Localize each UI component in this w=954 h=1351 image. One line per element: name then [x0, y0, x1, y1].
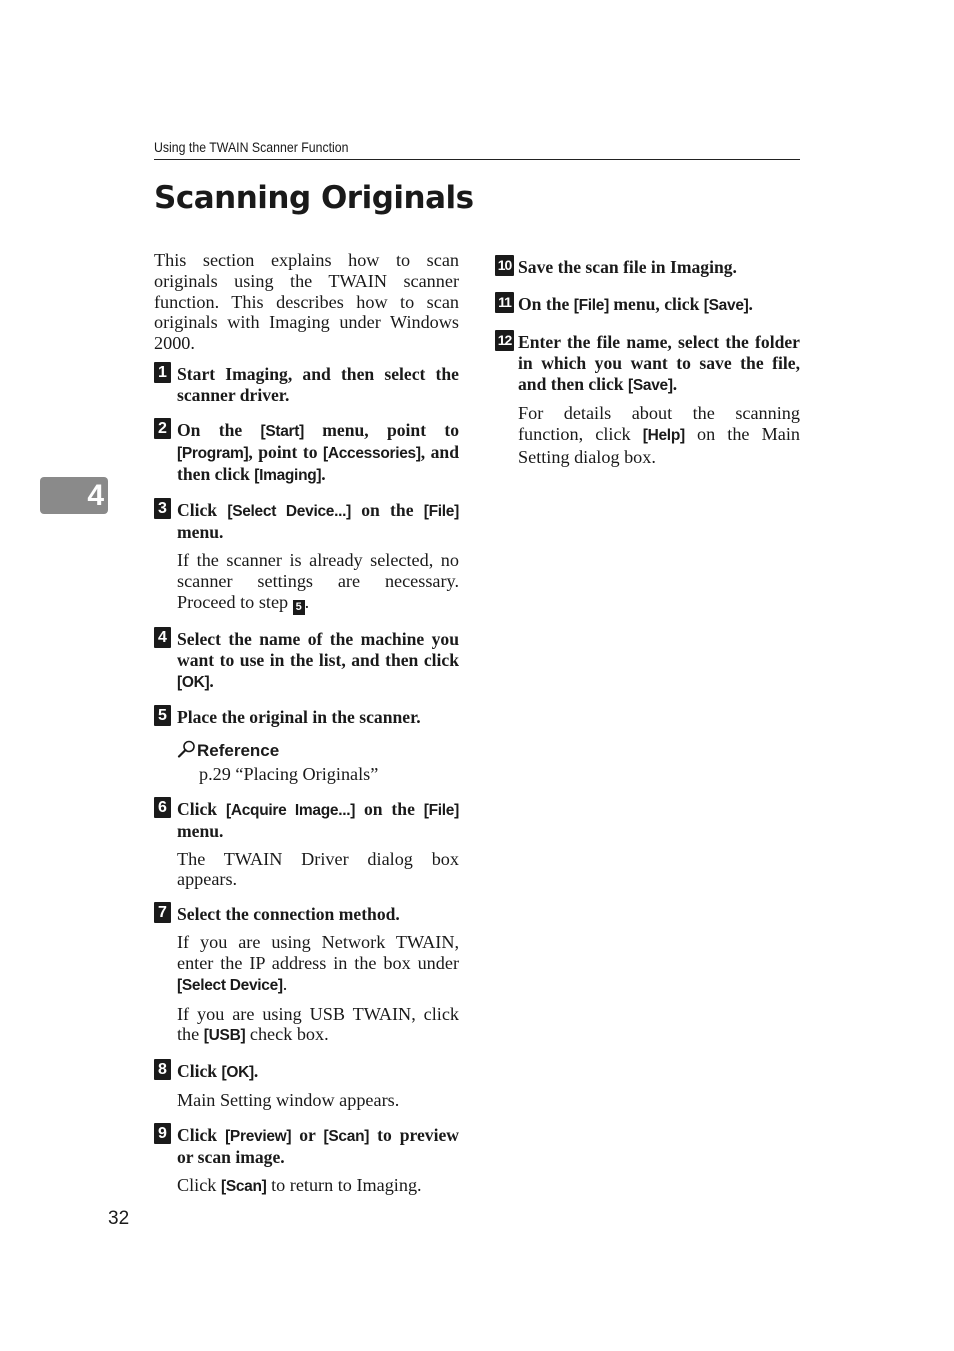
ui-label: [Help] [642, 426, 685, 444]
step-instruction: Click [Select Device...] on the [File] menu. [177, 499, 459, 542]
ui-label: [File] [573, 297, 609, 314]
ui-label: [Scan] [323, 1127, 370, 1145]
step-3 [154, 500, 459, 615]
step-number: 6 [154, 797, 171, 818]
step-note: If you are using USB TWAIN, click the [USB] check box. [177, 1003, 459, 1045]
reference-heading [177, 740, 459, 761]
step-4 [154, 629, 459, 693]
ui-label: [File] [423, 801, 459, 819]
step-instruction: Enter the file name, select the folder in which you want to save the file, and then click [Save]. [518, 332, 800, 394]
step-instruction: Click [Acquire Image...] on the [File] menu. [177, 798, 459, 841]
step-instruction: Save the scan file in Imaging. [518, 257, 737, 277]
step-9 [154, 1125, 459, 1198]
step-note: Click [Scan] to return to Imaging. [177, 1174, 422, 1195]
step-number: 11 [495, 292, 514, 313]
step-7 [154, 904, 459, 1047]
step-number: 8 [154, 1059, 171, 1080]
step-note: For details about the scanning function, click [Help] on the Main Setting dialog box. [518, 403, 800, 467]
reference-label: Reference [197, 740, 280, 760]
chapter-tab-number: 4 [87, 479, 104, 512]
reference-link[interactable]: p.29 “Placing Originals” [199, 763, 379, 784]
step-number: 1 [154, 362, 171, 383]
step-instruction: Click [OK]. [177, 1061, 259, 1082]
ui-label: [Save] [703, 297, 749, 314]
step-instruction: Select the name of the machine you want to use in the list, and then click [OK]. [177, 628, 459, 691]
right-column [495, 257, 800, 481]
step-6 [154, 799, 459, 891]
ui-label: [OK] [177, 673, 210, 691]
ui-label: [Program] [177, 444, 249, 462]
step-1 [154, 364, 459, 406]
ui-label: [Preview] [225, 1127, 292, 1145]
step-note: If you are using Network TWAIN, enter the IP address in the box under [Select Device]. [177, 932, 459, 994]
chapter-tab [40, 477, 108, 514]
ui-label: [Save] [627, 377, 673, 394]
running-header-text: Using the TWAIN Scanner Function [154, 139, 349, 155]
step-number: 9 [154, 1123, 171, 1144]
step-number: 4 [154, 627, 171, 648]
ui-label: [Select Device...] [227, 502, 351, 520]
step-8 [154, 1061, 459, 1111]
running-header [154, 139, 800, 160]
step-note: If the scanner is already selected, no scanner settings are necessary. Proceed to step 5 . [177, 549, 459, 613]
step-note: Main Setting window appears. [177, 1090, 400, 1111]
step-10 [495, 257, 800, 278]
step-number: 3 [154, 498, 171, 519]
step-11 [495, 294, 800, 316]
ui-label: [Select Device] [177, 976, 283, 994]
step-5 [154, 707, 459, 785]
step-instruction: On the [File] menu, click [Save]. [518, 294, 753, 314]
step-instruction: Click [Preview] or [Scan] to preview or scan image. [177, 1124, 459, 1167]
ui-label: [USB] [203, 1027, 246, 1045]
ui-label: [Imaging] [254, 466, 322, 484]
ui-label: [Scan] [220, 1177, 267, 1195]
left-column [154, 250, 459, 1212]
page-title: Scanning Originals [154, 180, 474, 216]
step-12 [495, 332, 800, 467]
ui-label: [Start] [260, 422, 304, 440]
step-number: 10 [495, 255, 514, 276]
ui-label: [Accessories] [322, 444, 421, 462]
step-ref-badge: 5 [293, 600, 305, 615]
step-number: 12 [495, 330, 514, 351]
step-note: The TWAIN Driver dialog box appears. [177, 848, 459, 890]
ui-label: [Acquire Image...] [225, 801, 356, 819]
ui-label: [File] [423, 502, 459, 520]
step-instruction: Place the original in the scanner. [177, 706, 421, 727]
ui-label: [OK] [221, 1064, 254, 1082]
step-number: 2 [154, 418, 171, 439]
step-instruction: Start Imaging, and then select the scanner driver. [177, 363, 459, 405]
magnifier-icon [177, 740, 197, 758]
step-instruction: On the [Start] menu, point to [Program], point to [Accessories], and then click [Imaging]. [177, 419, 459, 484]
page-number: 32 [108, 1208, 130, 1229]
step-number: 5 [154, 705, 171, 726]
step-2 [154, 420, 459, 486]
intro-paragraph: This section explains how to scan originals using the TWAIN scanner function. This describes how to scan originals with Imaging under Windows 2000. [154, 250, 459, 354]
step-instruction: Select the connection method. [177, 904, 400, 925]
step-number: 7 [154, 902, 171, 923]
